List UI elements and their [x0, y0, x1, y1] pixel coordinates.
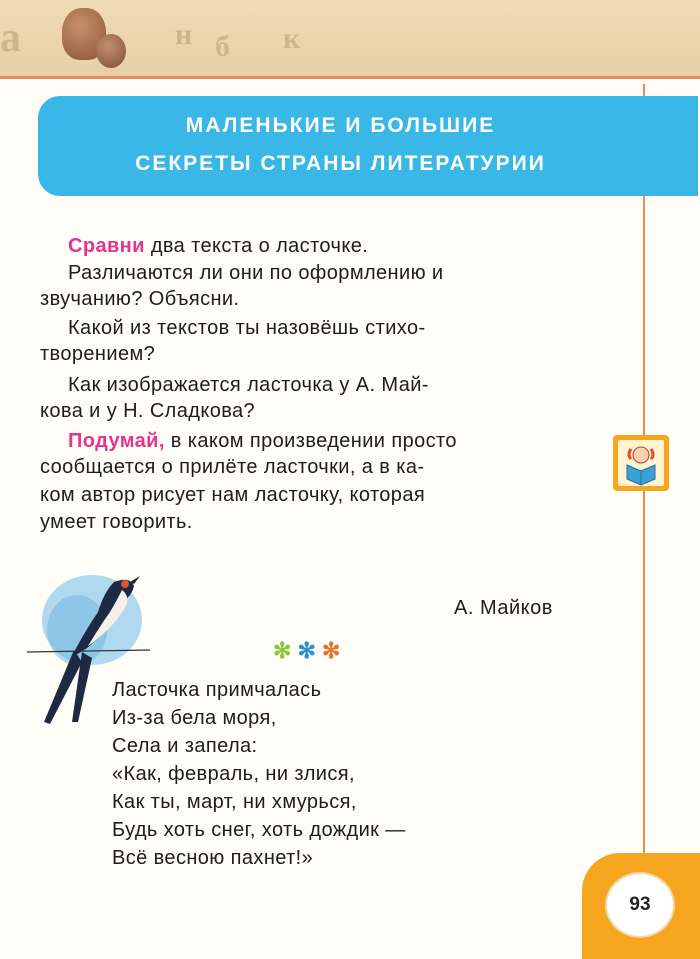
task-line — [68, 233, 368, 259]
task-line: умеет говорить. — [40, 511, 193, 533]
section-banner — [38, 96, 698, 196]
task-line: Какой из текстов ты назовёшь стихо- — [68, 317, 426, 339]
poem-author: А. Майков — [454, 597, 553, 619]
reading-girl-icon — [613, 435, 669, 491]
decor-letter: н — [175, 18, 193, 51]
decor-letter: к — [283, 22, 301, 55]
think-keyword: Подумай, — [68, 430, 165, 452]
compare-keyword: Сравни — [68, 235, 145, 257]
task-line: сообщается о прилёте ласточки, а в ка- — [40, 456, 425, 478]
decor-letter: а — [0, 15, 21, 61]
section-title-line1: МАЛЕНЬКИЕ И БОЛЬШИЕ — [185, 114, 496, 137]
section-title-line2: СЕКРЕТЫ СТРАНЫ ЛИТЕРАТУРИИ — [135, 152, 546, 175]
task-text: два текста о ласточке. — [144, 235, 369, 257]
page-number: 93 — [605, 872, 675, 938]
task-line: звучанию? Объясни. — [40, 288, 240, 310]
clay-pot-decoration — [96, 34, 126, 68]
poem-line: Всё весною пахнет!» — [112, 847, 314, 869]
poem-line: Как ты, март, ни хмурься, — [112, 791, 357, 813]
task-line: ком автор рисует нам ласточку, которая — [40, 484, 426, 506]
poem-line: Будь хоть снег, хоть дождик — — [112, 819, 406, 841]
task-line: творением? — [40, 343, 156, 365]
poem-line: Села и запела: — [112, 735, 258, 757]
task-line: Различаются ли они по оформлению и — [68, 262, 444, 284]
top-divider — [0, 76, 700, 79]
top-decorative-strip — [0, 0, 700, 78]
poem-line: Ласточка примчалась — [112, 679, 322, 701]
task-line — [68, 428, 457, 454]
task-line: Как изображается ласточка у А. Май- — [68, 374, 429, 396]
decor-letter: б — [215, 30, 230, 63]
task-line: кова и у Н. Сладкова? — [40, 400, 256, 422]
asterism-divider: ✻✻✻ — [273, 638, 347, 663]
task-text: в каком произведении просто — [164, 430, 457, 452]
poem-line: «Как, февраль, ни злися, — [112, 763, 355, 785]
poem-line: Из-за бела моря, — [112, 707, 277, 729]
